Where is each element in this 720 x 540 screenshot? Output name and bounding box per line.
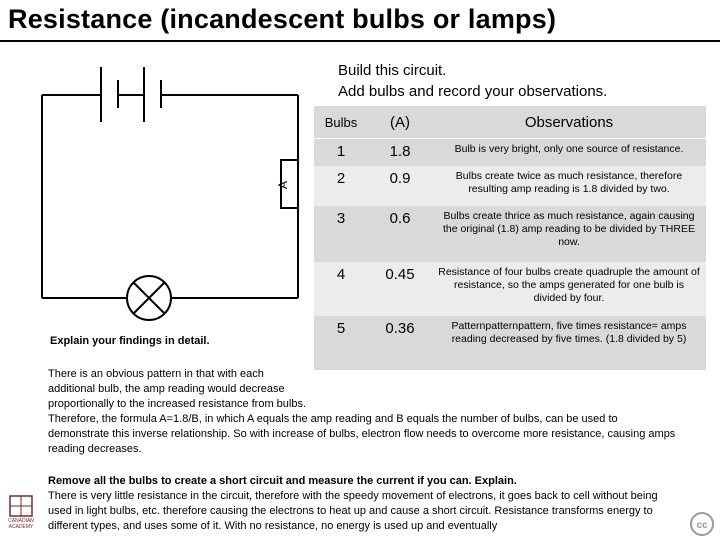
explain-prompt: Explain your findings in detail. [50,335,210,347]
table-header-row [314,106,706,139]
cell-bulbs: 5 [336,319,346,337]
short-circuit-text: There is very little resistance in the circuit, therefore with the speedy movement of electrons, it goes back to cell without being used in light bulbs, etc. therefore causing the electrons to heat up and cause a short circuit. Resistance transforms energy to different types, and uses some of it. With no resistance, no energy is used up and eventually [48,490,658,532]
table-row [314,262,706,316]
cell-bulbs: 4 [336,265,346,283]
cell-bulbs: 1 [336,143,346,160]
table-row [314,166,706,206]
instruction-line-1: Build this circuit. [338,62,447,79]
cell-observation: Bulbs create thrice as much resistance, again causing the original (1.8) amp reading to be divided by THREE now. [443,209,695,248]
school-logo-icon [2,494,42,540]
school-logo-text [2,518,40,530]
table-row [314,316,706,370]
slide-title: Resistance (incandescent bulbs or lamps) [8,4,557,34]
findings-line-1: There is an obvious pattern in that with each [48,368,264,380]
cell-observation: Resistance of four bulbs create quadruple the amount of resistance, so the amps generated for one bulb is divided by four. [438,265,700,304]
header-bulbs: Bulbs [314,106,368,139]
cell-observation: Bulb is very bright, only one source of resistance. [454,143,684,155]
header-amps: (A) [368,106,432,139]
logo-line-1: CANADIAN [8,518,34,524]
header-observations: Observations [432,106,706,139]
cell-amps: 1.8 [389,143,411,160]
findings-paragraph-2: Therefore, the formula A=1.8/B, in which A equals the amp reading and B equals the number of bulbs, can be used to demonstrate this inverse relationship. So with increase of bulbs, electron flow needs to overcome more resistance, causing amps reading decreases. [48,413,676,455]
findings-line-2: additional bulb, the amp reading would decrease [48,383,285,395]
short-circuit-section [48,474,674,534]
logo-line-2: ACADEMY [8,524,34,530]
ammeter-label: A [276,180,291,190]
cell-amps: 0.45 [385,265,415,283]
instruction-line-2: Add bulbs and record your observations. [338,83,608,100]
cell-observation: Patternpatternpattern, five times resistance= amps reading decreased by five times. (1.8 divided by 5) [451,319,687,345]
observations-table [314,106,706,370]
table-row [314,139,706,166]
cc-icon: cc [690,512,714,536]
cell-amps: 0.36 [385,319,415,337]
short-circuit-heading: Remove all the bulbs to create a short circuit and measure the current if you can. Explain. [48,475,517,487]
cell-bulbs: 2 [336,169,346,187]
findings-line-3: proportionally to the increased resistance from bulbs. [48,398,307,410]
cell-observation: Bulbs create twice as much resistance, therefore resulting amp reading is 1.8 divided by two. [455,169,683,195]
cell-bulbs: 3 [336,209,346,227]
cell-amps: 0.6 [389,209,411,227]
cell-amps: 0.9 [389,169,411,187]
table-row [314,206,706,262]
findings-text [48,367,678,457]
